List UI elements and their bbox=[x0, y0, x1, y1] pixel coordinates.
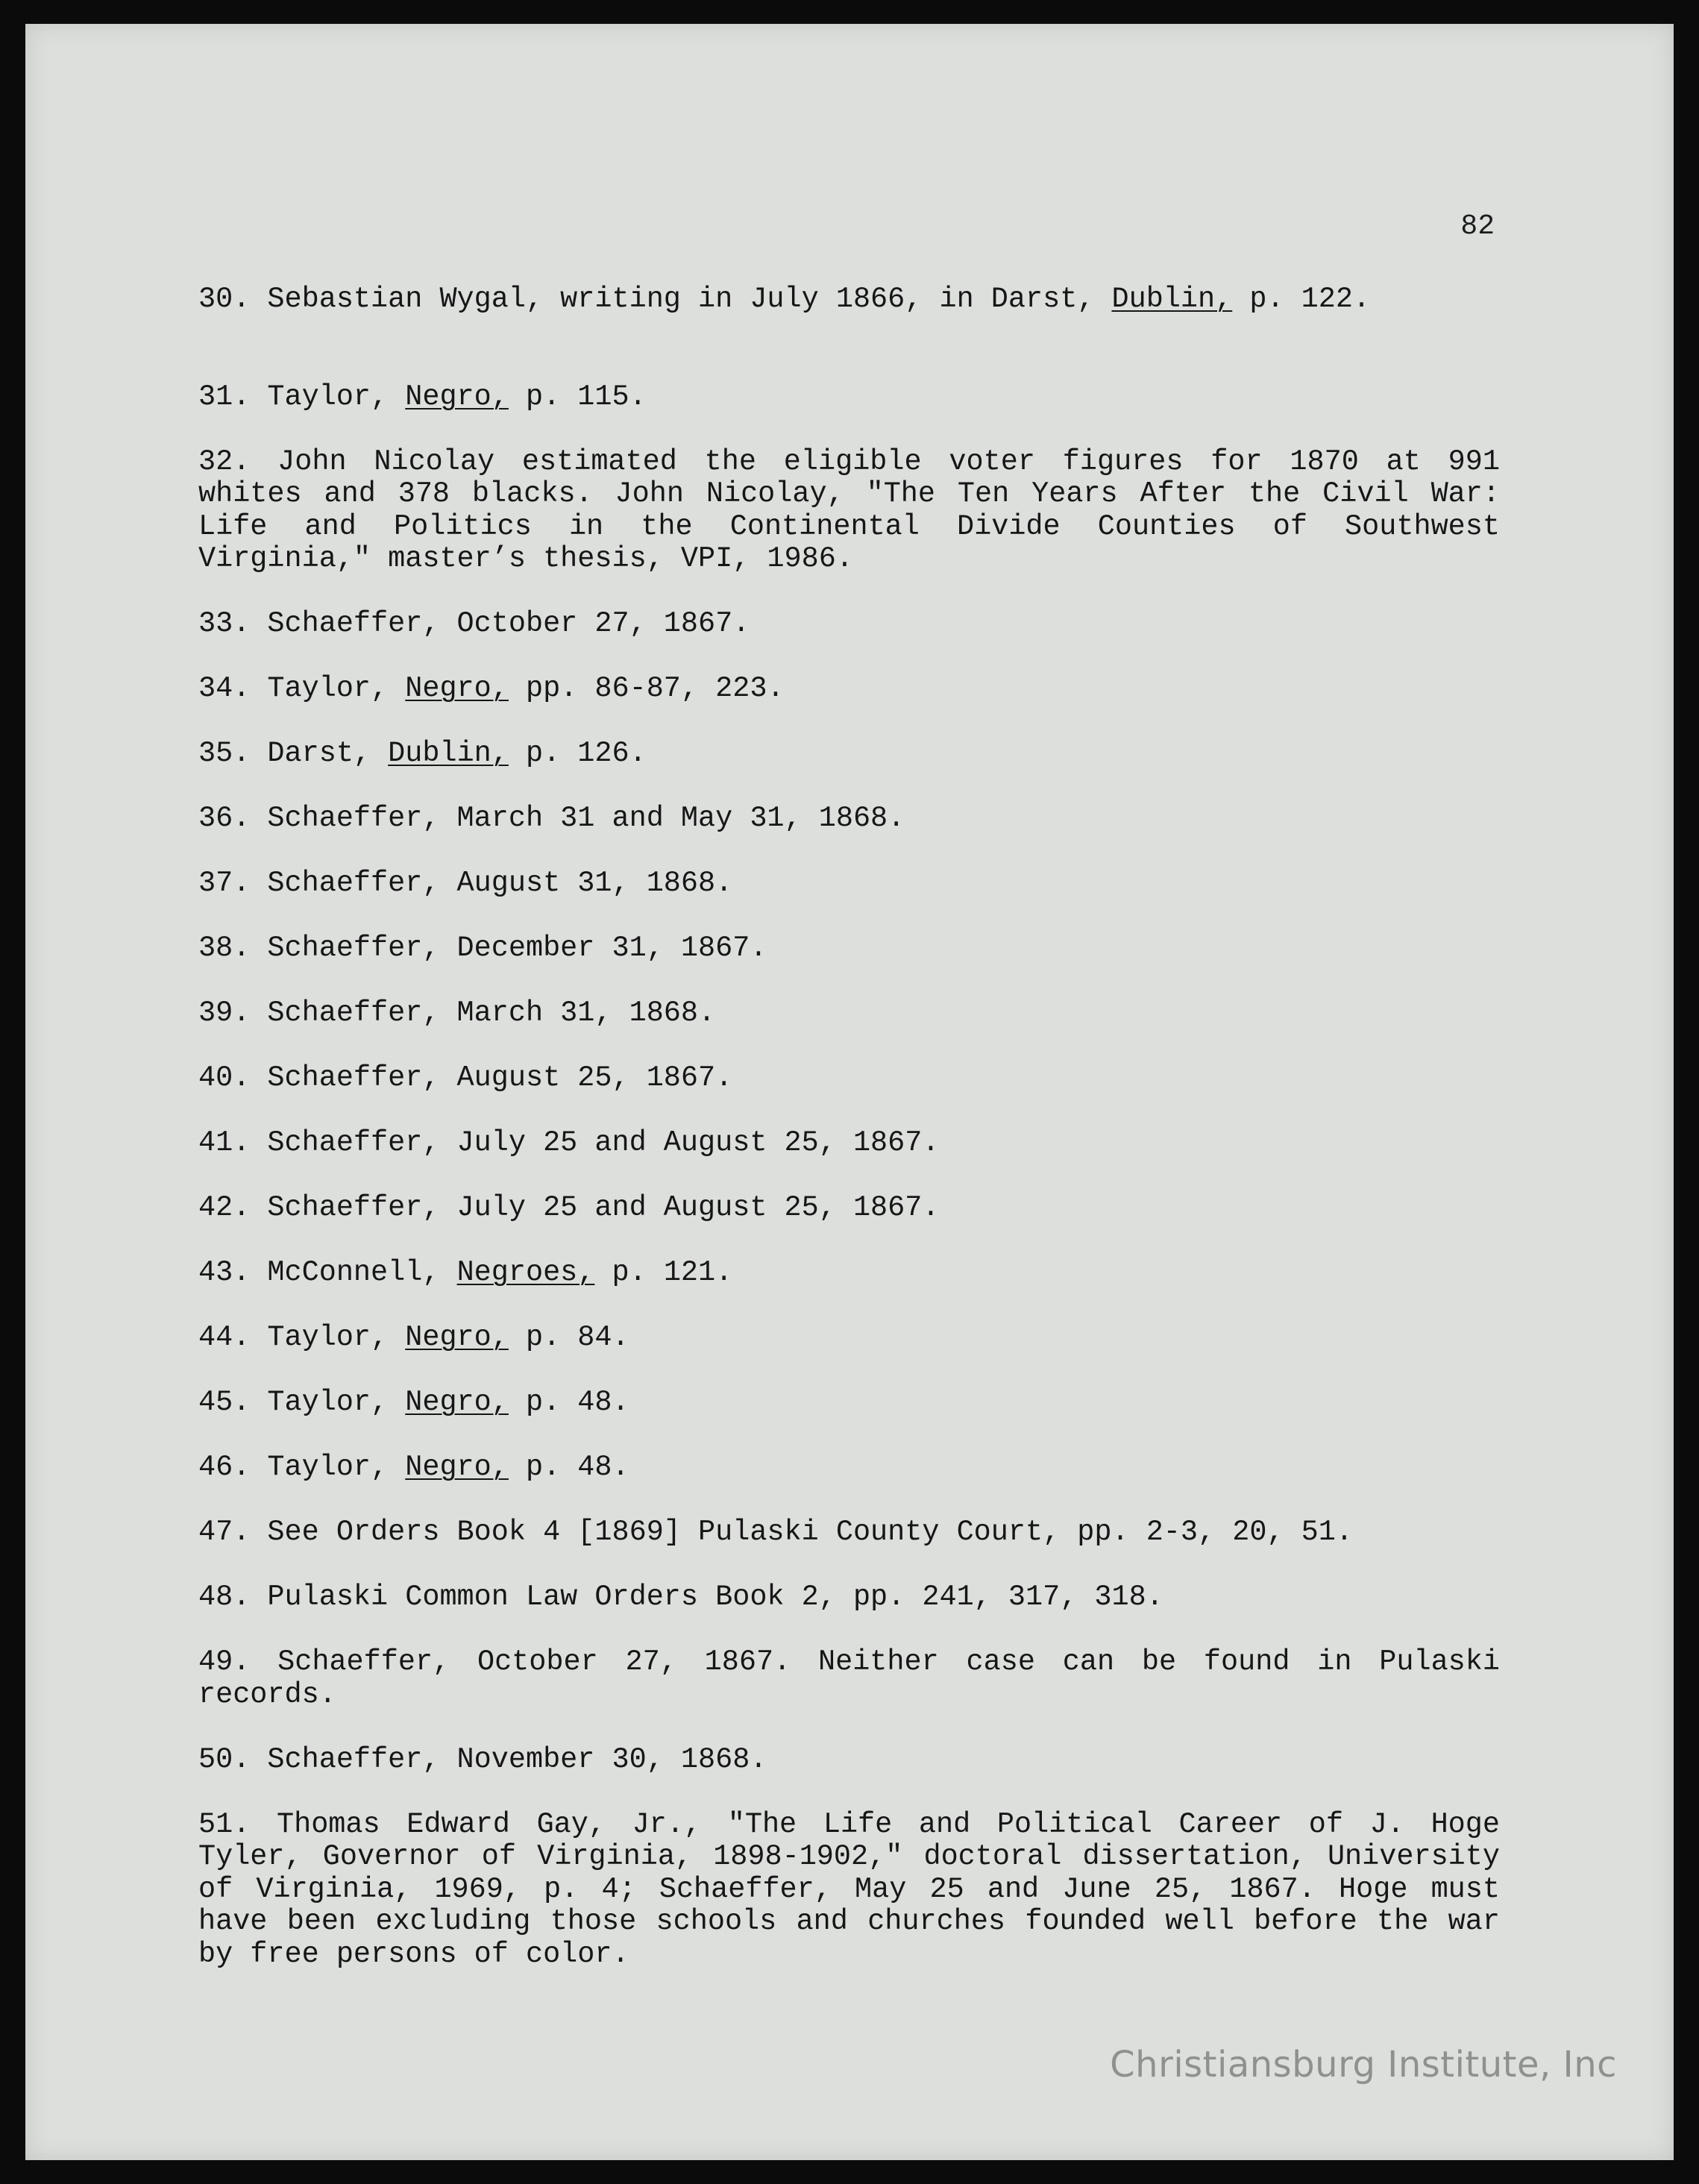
watermark: Christiansburg Institute, Inc bbox=[1110, 2044, 1617, 2086]
endnote-44: 44. Taylor, Negro, p. 84. bbox=[198, 1321, 629, 1354]
source-title: Negro, bbox=[405, 380, 509, 413]
source-title: Negro, bbox=[405, 672, 509, 705]
endnote-33: 33. Schaeffer, October 27, 1867. bbox=[198, 607, 750, 640]
page-number: 82 bbox=[1460, 210, 1495, 242]
endnotes-list bbox=[198, 283, 1500, 1971]
endnote-34: 34. Taylor, Negro, pp. 86-87, 223. bbox=[198, 672, 785, 705]
endnote-51: 51. Thomas Edward Gay, Jr., "The Life and Political Career of J. Hoge Tyler, Governor of Virginia, 1898-1902," doctoral dissertation, University of Virginia, 1969, p. 4; Schaeffer, May 25 and June 25, 1867. Hoge must have been excluding those schools and churches founded well before the war by free persons of color. bbox=[198, 1807, 1500, 1971]
endnote-48: 48. Pulaski Common Law Orders Book 2, pp. 241, 317, 318. bbox=[198, 1581, 1163, 1613]
endnote-41: 41. Schaeffer, July 25 and August 25, 1867. bbox=[198, 1126, 940, 1159]
source-title: Negro, bbox=[405, 1386, 509, 1419]
endnote-36: 36. Schaeffer, March 31 and May 31, 1868. bbox=[198, 802, 905, 835]
document-page bbox=[25, 24, 1674, 2160]
source-title: Negro, bbox=[405, 1321, 509, 1354]
endnote-43: 43. McConnell, Negroes, p. 121. bbox=[198, 1256, 733, 1289]
endnote-31: 31. Taylor, Negro, p. 115. bbox=[198, 380, 647, 413]
endnote-45: 45. Taylor, Negro, p. 48. bbox=[198, 1386, 629, 1419]
source-title: Dublin, bbox=[388, 737, 509, 770]
endnote-46: 46. Taylor, Negro, p. 48. bbox=[198, 1451, 629, 1484]
endnote-40: 40. Schaeffer, August 25, 1867. bbox=[198, 1061, 733, 1094]
source-title: Negroes, bbox=[456, 1256, 595, 1289]
endnote-49: 49. Schaeffer, October 27, 1867. Neither case can be found in Pulaski records. bbox=[198, 1645, 1500, 1711]
endnote-30: 30. Sebastian Wygal, writing in July 1866, in Darst, Dublin, p. 122. bbox=[198, 283, 1371, 316]
endnote-32: 32. John Nicolay estimated the eligible voter figures for 1870 at 991 whites and 378 blacks. John Nicolay, "The Ten Years After the Civil War: Life and Politics in the Continental Divide Counties of Southwest Virginia," master’s thesis, VPI, 1986. bbox=[198, 445, 1500, 575]
endnote-42: 42. Schaeffer, July 25 and August 25, 1867. bbox=[198, 1191, 940, 1224]
endnote-47: 47. See Orders Book 4 [1869] Pulaski County Court, pp. 2-3, 20, 51. bbox=[198, 1516, 1353, 1548]
endnote-38: 38. Schaeffer, December 31, 1867. bbox=[198, 932, 767, 964]
endnote-39: 39. Schaeffer, March 31, 1868. bbox=[198, 997, 716, 1029]
source-title: Negro, bbox=[405, 1451, 509, 1484]
endnote-35: 35. Darst, Dublin, p. 126. bbox=[198, 737, 647, 770]
source-title: Dublin, bbox=[1111, 283, 1233, 316]
endnote-50: 50. Schaeffer, November 30, 1868. bbox=[198, 1742, 767, 1776]
endnote-37: 37. Schaeffer, August 31, 1868. bbox=[198, 867, 733, 900]
